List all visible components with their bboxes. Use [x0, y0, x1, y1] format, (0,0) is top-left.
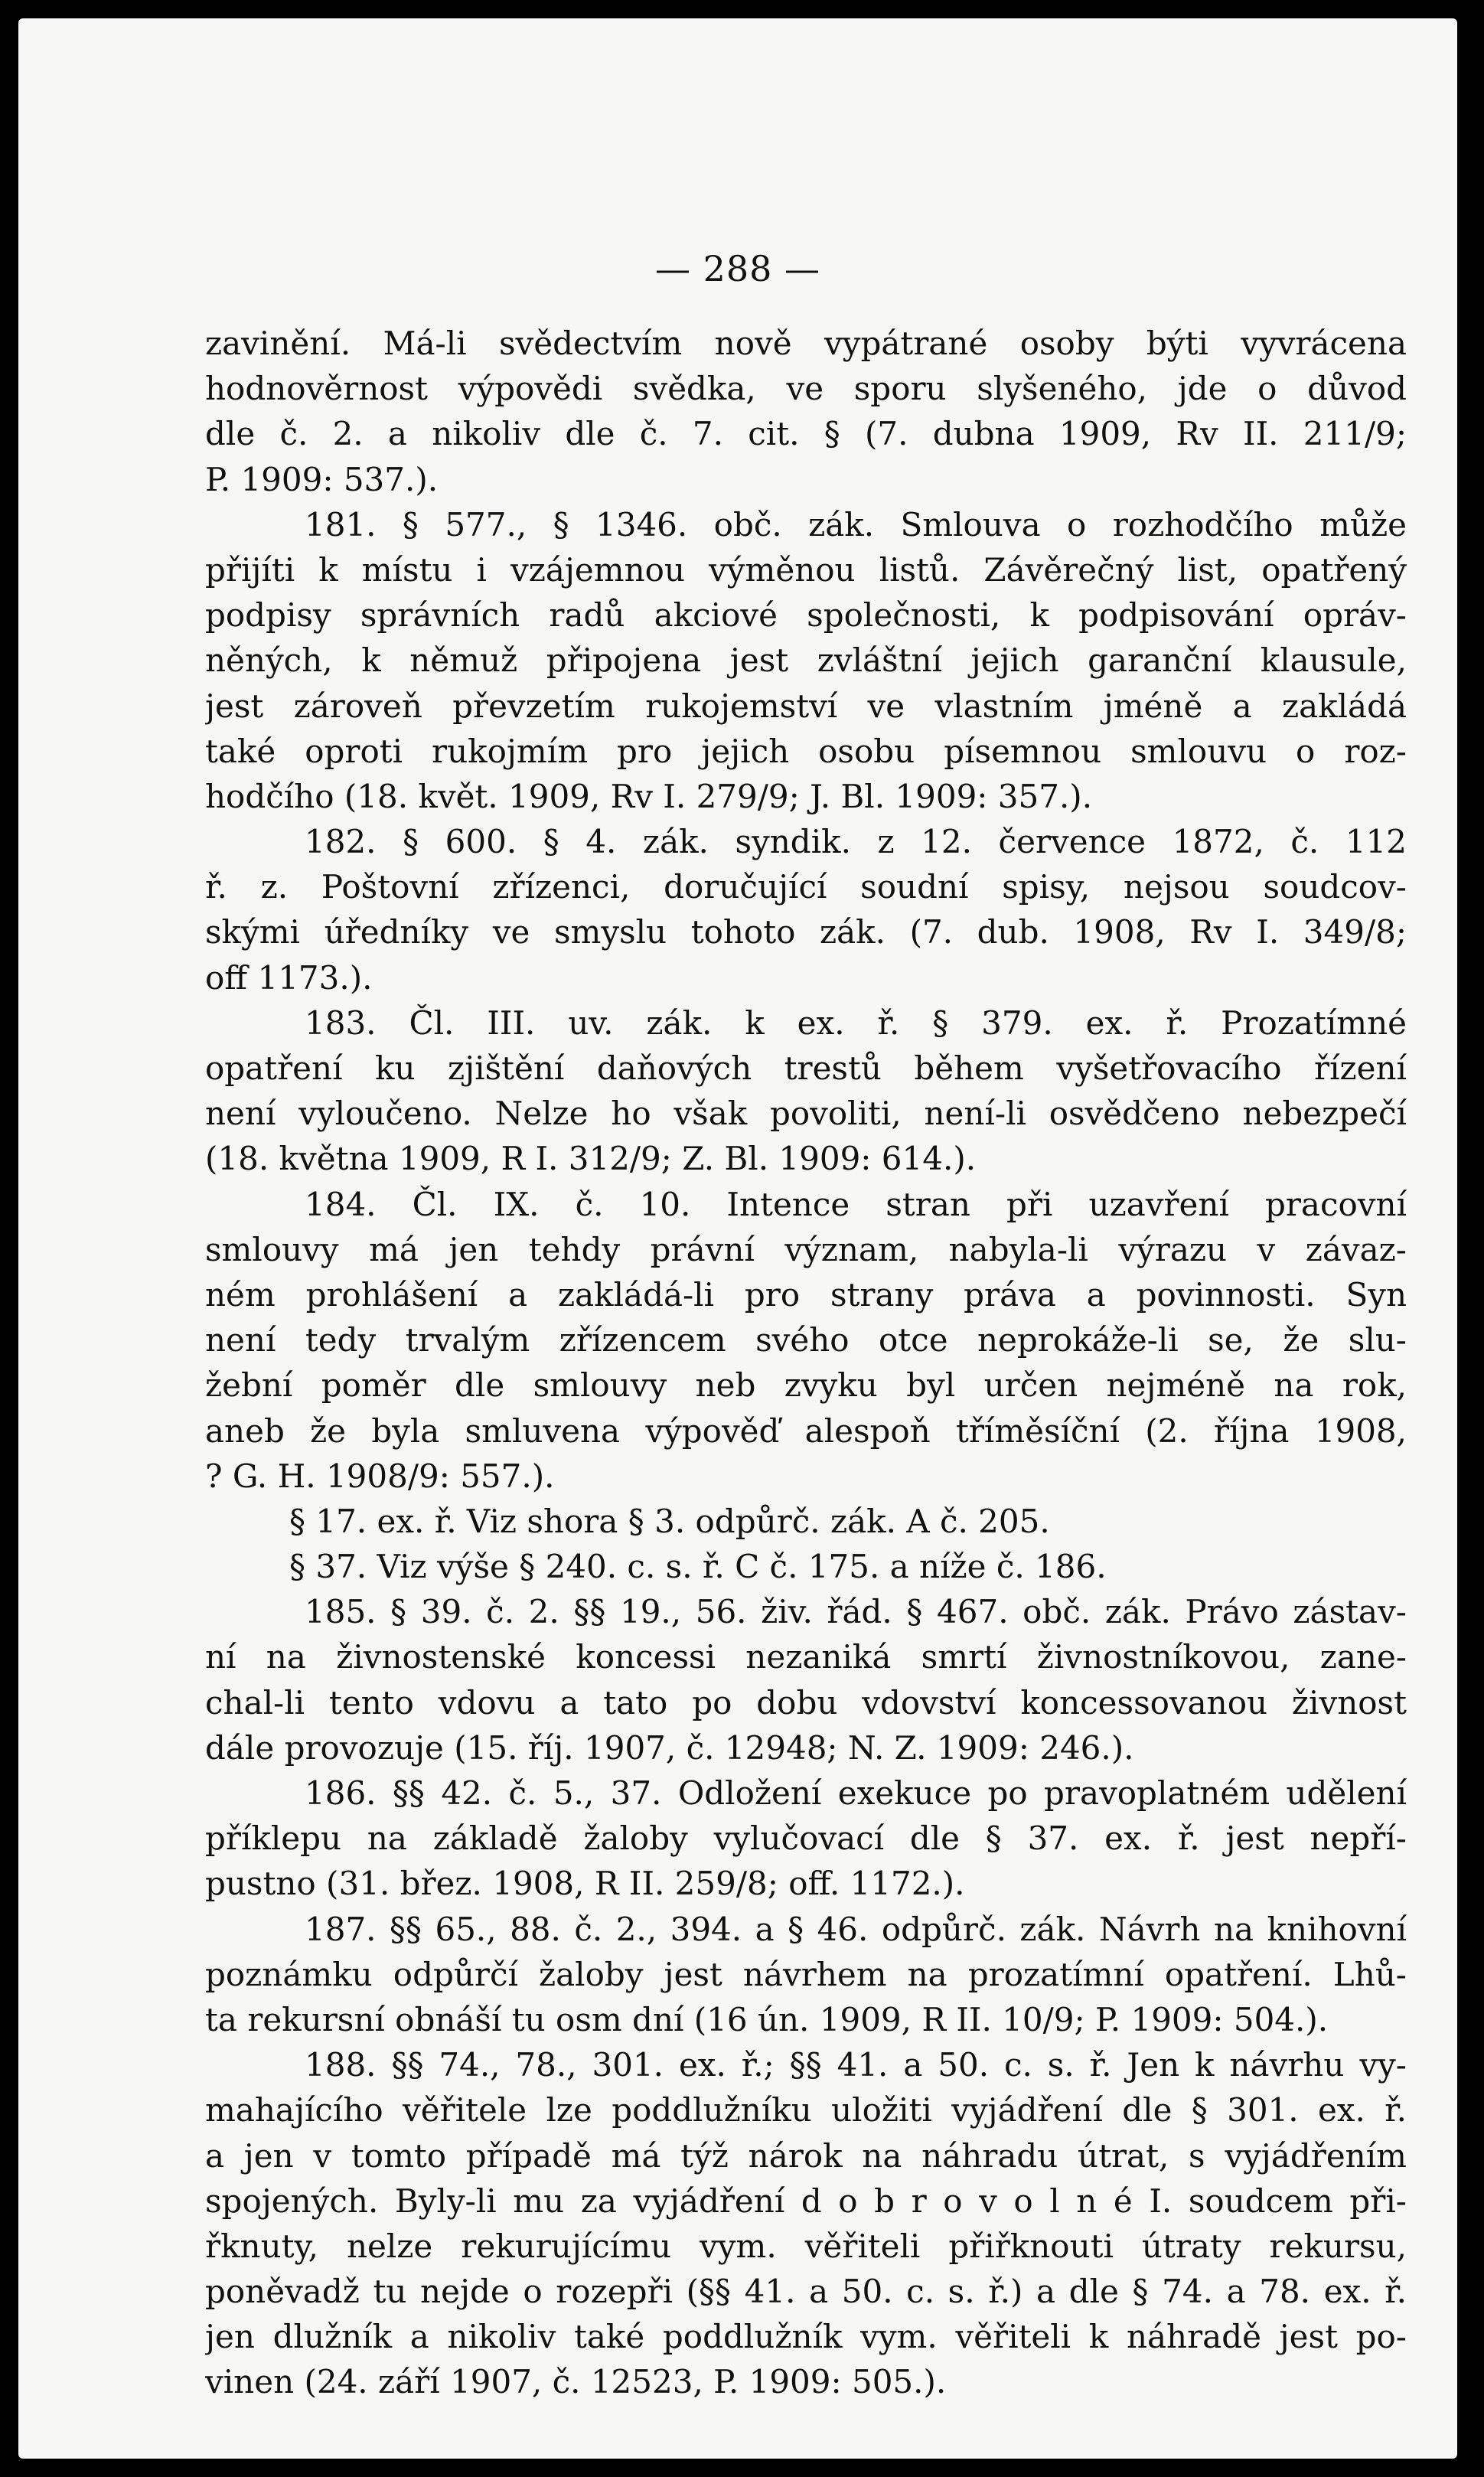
text-line: 188. §§ 74., 78., 301. ex. ř.; §§ 41. a 50. c. s. ř. Jen k návrhu vy- — [305, 2046, 1407, 2084]
page-number: — 288 — — [654, 248, 821, 289]
text-line: žební poměr dle smlouvy neb zvyku byl určen nejméně na rok, — [205, 1366, 1407, 1405]
text-line: P. 1909: 537.). — [205, 460, 439, 498]
text-line: smlouvy má jen tehdy právní význam, nabyla-li výrazu v závaz- — [205, 1230, 1407, 1268]
text-line: příklepu na základě žaloby vylučovací dle § 37. ex. ř. jest nepří- — [205, 1819, 1407, 1858]
text-line: 185. § 39. č. 2. §§ 19., 56. živ. řád. § 467. obč. zák. Právo zástav- — [305, 1593, 1407, 1631]
text-line: není tedy trvalým zřízencem svého otce neprokáže-li se, že slu- — [205, 1321, 1407, 1359]
text-line: 183. Čl. III. uv. zák. k ex. ř. § 379. ex. ř. Prozatímné — [305, 1004, 1407, 1042]
text-line: (18. května 1909, R I. 312/9; Z. Bl. 1909: 614.). — [205, 1140, 977, 1178]
body-text — [205, 321, 1407, 2405]
text-line: podpisy správních radů akciové společnosti, k podpisování opráv- — [205, 596, 1407, 635]
text-line: mahajícího věřitele lze poddlužníku uložiti vyjádření dle § 301. ex. ř. — [205, 2091, 1407, 2129]
text-line: 186. §§ 42. č. 5., 37. Odložení exekuce po pravoplatném udělení — [305, 1774, 1407, 1812]
text-line: hodnověrnost výpovědi svědka, ve sporu slyšeného, jde o důvod — [205, 370, 1407, 408]
text-line: skými úředníky ve smyslu tohoto zák. (7. dub. 1908, Rv I. 349/8; — [205, 913, 1407, 951]
text-line: off 1173.). — [205, 958, 373, 997]
text-line: zavinění. Má-li svědectvím nově vypátrané osoby býti vyvrácena — [205, 325, 1407, 362]
text-line: jen dlužník a nikoliv také poddlužník vym. věřiteli k náhradě jest po- — [205, 2318, 1407, 2356]
text-line: 187. §§ 65., 88. č. 2., 394. a § 46. odpůrč. zák. Návrh na knihovní — [305, 1910, 1407, 1948]
text-line: není vyloučeno. Nelze ho však povoliti, není-li osvědčeno nebezpečí — [205, 1095, 1407, 1133]
text-line: ném prohlášení a zakládá-li pro strany práva a povinnosti. Syn — [205, 1275, 1407, 1314]
text-line: 184. Čl. IX. č. 10. Intence stran při uzavření pracovní — [305, 1185, 1407, 1223]
text-line: něných, k němuž připojena jest zvláštní jejich garanční klausule, — [205, 641, 1407, 680]
text-line: dále provozuje (15. říj. 1907, č. 12948; N. Z. 1909: 246.). — [205, 1728, 1134, 1767]
text-line: ř. z. Poštovní zřízenci, doručující soudní spisy, nejsou soudcov- — [205, 868, 1407, 906]
text-line: 182. § 600. § 4. zák. syndik. z 12. července 1872, č. 112 — [305, 823, 1407, 861]
text-line: hodčího (18. květ. 1909, Rv I. 279/9; J. Bl. 1909: 357.). — [205, 777, 1093, 815]
text-line: také oproti rukojmím pro jejich osobu písemnou smlouvu o roz- — [205, 732, 1407, 770]
text-line: poněvadž tu nejde o rozepři (§§ 41. a 50. c. s. ř.) a dle § 74. a 78. ex. ř. — [205, 2273, 1407, 2311]
text-line: 181. § 577., § 1346. obč. zák. Smlouva o rozhodčího může — [305, 505, 1407, 543]
text-line: poznámku odpůrčí žaloby jest návrhem na prozatímní opatření. Lhů- — [205, 1955, 1407, 1993]
text-line: opatření ku zjištění daňových trestů během vyšetřovacího řízení — [205, 1049, 1407, 1087]
text-line: spojených. Byly-li mu za vyjádření d o b r o v o l n é I. soudcem při- — [205, 2182, 1407, 2220]
text-line: přijíti k místu i vzájemnou výměnou listů. Závěrečný list, opatřený — [205, 550, 1407, 589]
text-line: ta rekursní obnáší tu osm dní (16 ún. 1909, R II. 10/9; P. 1909: 504.). — [205, 2000, 1329, 2038]
text-line: chal-li tento vdovu a tato po dobu vdovství koncessovanou živnost — [205, 1683, 1407, 1721]
text-line: ní na živnostenské koncessi nezaniká smrtí živnostníkovou, zane- — [205, 1638, 1407, 1676]
document-page — [18, 18, 1457, 2459]
text-line: a jen v tomto případě má týž nárok na náhradu útrat, s vyjádřením — [205, 2136, 1407, 2175]
text-line: ? G. H. 1908/9: 557.). — [205, 1457, 555, 1495]
text-line: vinen (24. září 1907, č. 12523, P. 1909: 505.). — [205, 2363, 947, 2401]
text-line: aneb že byla smluvena výpověď alespoň tříměsíční (2. října 1908, — [205, 1411, 1407, 1450]
text-line: § 37. Viz výše § 240. c. s. ř. C č. 175. a níže č. 186. — [289, 1548, 1107, 1586]
text-line: dle č. 2. a nikoliv dle č. 7. cit. § (7. dubna 1909, Rv II. 211/9; — [205, 415, 1407, 453]
text-line: jest zároveň převzetím rukojemství ve vlastním jméně a zakládá — [205, 687, 1407, 725]
text-line: § 17. ex. ř. Viz shora § 3. odpůrč. zák. A č. 205. — [289, 1502, 1050, 1540]
text-line: řknuty, nelze rekurujícímu vym. věřiteli přiřknouti útraty rekursu, — [205, 2227, 1407, 2265]
text-line: pustno (31. břez. 1908, R II. 259/8; off. 1172.). — [205, 1865, 965, 1903]
